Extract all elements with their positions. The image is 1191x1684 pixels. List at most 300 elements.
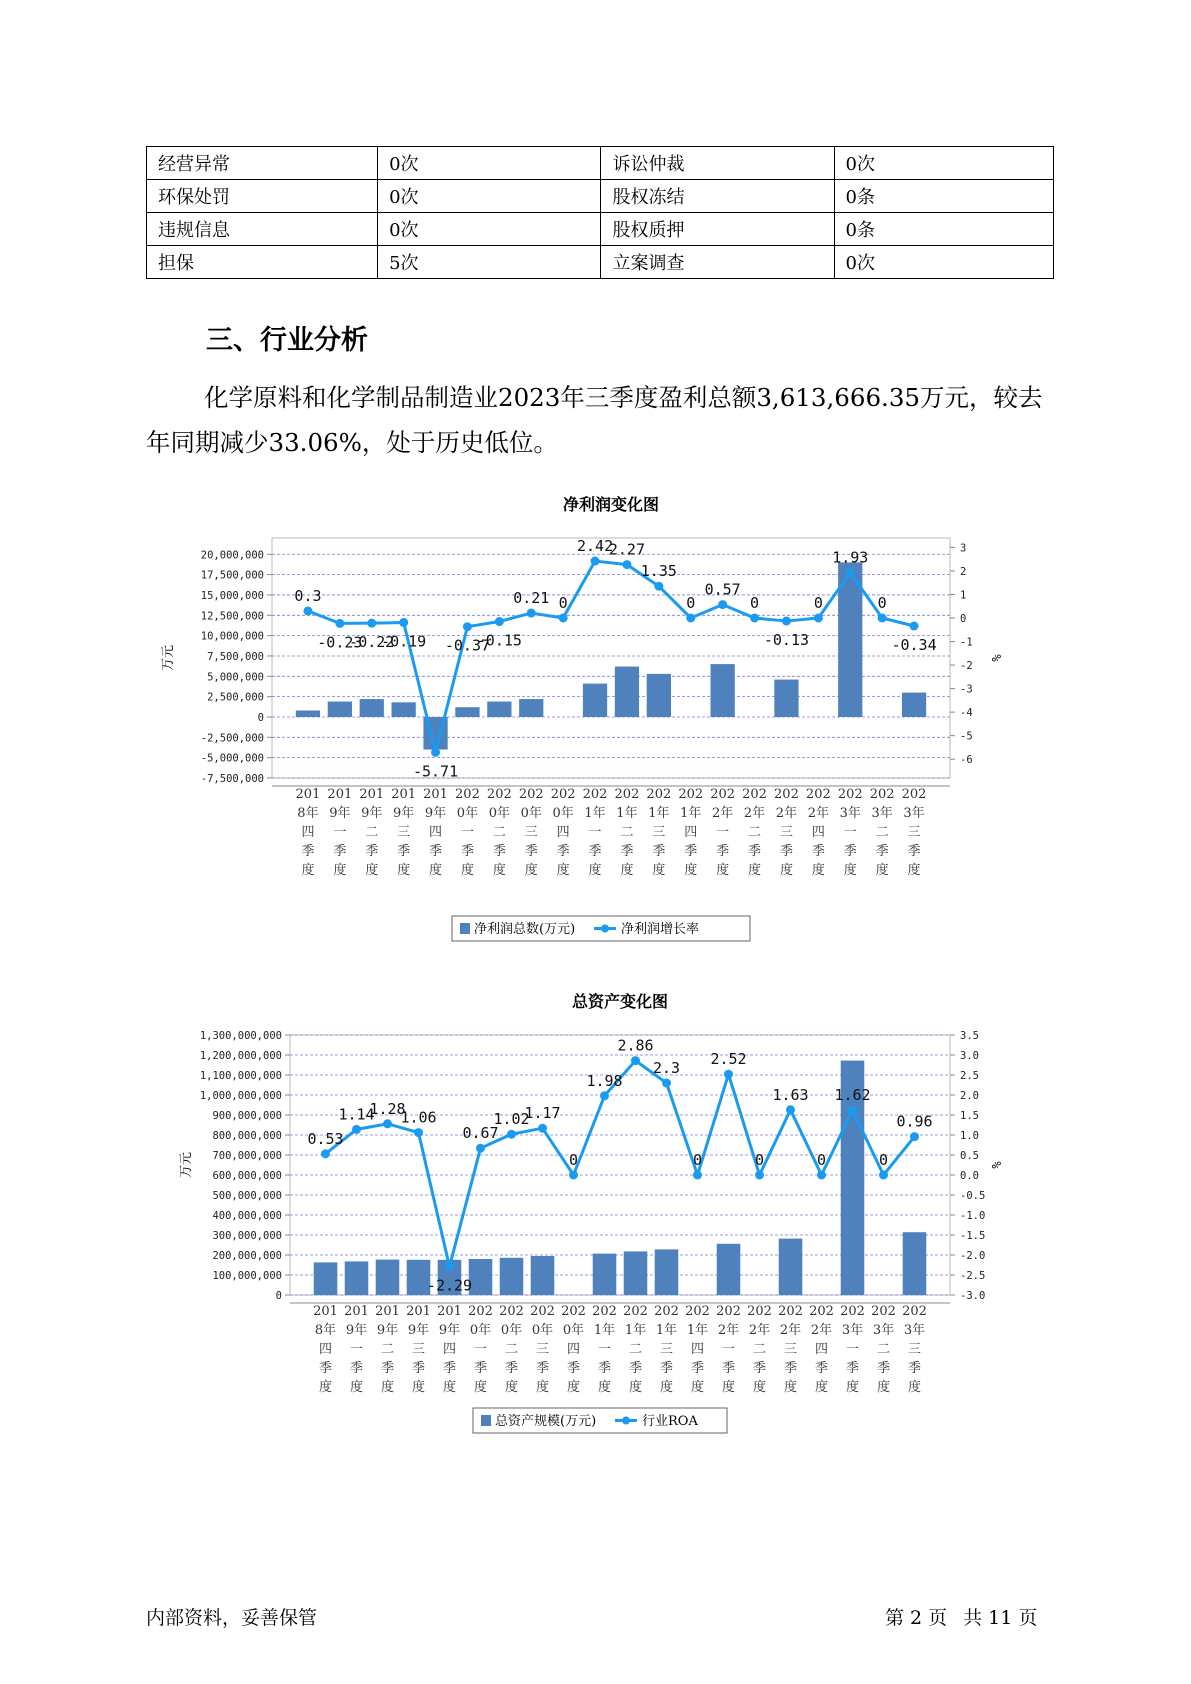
x-tick-label: 季 bbox=[845, 1361, 860, 1376]
x-tick-label: 三 bbox=[535, 1342, 550, 1357]
x-tick-label: 202 bbox=[778, 1304, 803, 1319]
page-number: 2 bbox=[910, 1607, 923, 1629]
left-axis-tick-label: 2,500,000 bbox=[207, 691, 264, 704]
line-point bbox=[569, 1171, 578, 1180]
table-cell-label: 立案调查 bbox=[601, 246, 834, 279]
table-cell-value: 0次 bbox=[378, 180, 601, 213]
x-tick-label: 季 bbox=[659, 1361, 674, 1376]
data-label: 2.42 bbox=[576, 537, 614, 556]
right-axis-tick-label: -1.0 bbox=[960, 1210, 986, 1222]
x-tick-label: 1年 bbox=[680, 806, 702, 821]
x-tick-label: 0年 bbox=[456, 806, 479, 821]
right-axis-tick-label: -4 bbox=[960, 707, 973, 720]
line-point bbox=[686, 614, 695, 623]
legend-line-marker bbox=[601, 925, 609, 933]
bar bbox=[519, 699, 543, 717]
x-tick-label: 季 bbox=[333, 844, 347, 859]
legend-line-marker bbox=[622, 1417, 630, 1425]
x-tick-label: 202 bbox=[685, 1304, 710, 1319]
line-point bbox=[879, 1171, 888, 1180]
x-tick-label: 季 bbox=[716, 844, 730, 859]
legend-bar-label: 净利润总数(万元) bbox=[474, 922, 576, 937]
line-point bbox=[786, 1105, 795, 1114]
left-axis-tick-label: 900,000,000 bbox=[212, 1110, 282, 1122]
table-cell-value: 0条 bbox=[834, 213, 1053, 246]
x-tick-label: 一 bbox=[349, 1342, 364, 1357]
x-tick-label: 季 bbox=[429, 844, 443, 859]
line-point bbox=[507, 1130, 516, 1139]
right-axis-tick-label: -5 bbox=[960, 730, 973, 743]
data-label: 0 bbox=[754, 1151, 765, 1169]
x-tick-label: 度 bbox=[721, 1380, 736, 1395]
x-tick-label: 季 bbox=[397, 844, 411, 859]
bar bbox=[583, 684, 607, 717]
line-point bbox=[559, 614, 568, 623]
x-tick-label: 度 bbox=[504, 1380, 519, 1395]
x-tick-label: 202 bbox=[774, 787, 799, 802]
data-label: 0 bbox=[816, 1151, 827, 1169]
table-cell-value: 5次 bbox=[378, 246, 601, 279]
x-tick-label: 季 bbox=[318, 1361, 333, 1376]
x-tick-label: 一 bbox=[460, 825, 474, 840]
x-tick-label: 0年 bbox=[531, 1323, 554, 1338]
x-tick-label: 度 bbox=[845, 1380, 860, 1395]
x-tick-label: 季 bbox=[411, 1361, 426, 1376]
x-tick-label: 度 bbox=[783, 1380, 798, 1395]
x-tick-label: 202 bbox=[468, 1304, 493, 1319]
line-point bbox=[755, 1171, 764, 1180]
x-tick-label: 2年 bbox=[743, 806, 766, 821]
x-tick-label: 度 bbox=[535, 1380, 550, 1395]
x-tick-label: 202 bbox=[518, 787, 544, 802]
data-label: 0.57 bbox=[704, 580, 741, 599]
x-tick-label: 3年 bbox=[903, 806, 925, 821]
x-tick-label: 四 bbox=[556, 825, 570, 840]
x-tick-label: 2年 bbox=[779, 1323, 802, 1338]
line-point bbox=[662, 1079, 671, 1088]
x-tick-label: 度 bbox=[588, 863, 602, 878]
x-tick-label: 一 bbox=[473, 1342, 488, 1357]
x-tick-label: 三 bbox=[652, 825, 666, 840]
x-tick-label: 0年 bbox=[500, 1323, 523, 1338]
x-tick-label: 二 bbox=[504, 1342, 519, 1357]
left-axis-tick-label: 100,000,000 bbox=[212, 1270, 282, 1282]
x-tick-label: 201 bbox=[406, 1304, 431, 1319]
x-tick-label: 四 bbox=[442, 1342, 457, 1357]
right-axis-tick-label: -6 bbox=[960, 754, 973, 767]
data-label: -0.23 bbox=[317, 633, 363, 652]
table-cell-value: 0条 bbox=[834, 180, 1053, 213]
x-tick-label: 三 bbox=[397, 825, 411, 840]
data-label: 0 bbox=[568, 1151, 579, 1169]
x-tick-label: 8年 bbox=[314, 1323, 337, 1338]
data-label: 2.86 bbox=[617, 1036, 654, 1055]
data-label: 0.96 bbox=[896, 1112, 933, 1131]
bar bbox=[469, 1259, 493, 1295]
x-tick-label: 季 bbox=[907, 844, 921, 859]
bar bbox=[902, 693, 926, 717]
data-label: -0.15 bbox=[476, 631, 522, 650]
x-tick-label: 季 bbox=[349, 1361, 364, 1376]
x-tick-label: 201 bbox=[375, 1304, 400, 1319]
right-axis-tick-label: 2.0 bbox=[960, 1090, 979, 1102]
x-tick-label: 度 bbox=[811, 863, 825, 878]
left-axis-tick-label: 1,300,000,000 bbox=[199, 1030, 282, 1042]
x-tick-label: 季 bbox=[752, 1361, 767, 1376]
data-label: 0 bbox=[686, 594, 696, 612]
x-tick-label: 季 bbox=[684, 844, 698, 859]
table-row bbox=[147, 180, 1054, 213]
x-tick-label: 0年 bbox=[520, 806, 542, 821]
right-axis-tick-label: -1.5 bbox=[960, 1230, 986, 1242]
line-point bbox=[414, 1128, 423, 1137]
line-point bbox=[527, 609, 536, 618]
left-axis-tick-label: 1,000,000,000 bbox=[199, 1090, 282, 1102]
x-tick-label: 季 bbox=[492, 844, 506, 859]
x-tick-label: 度 bbox=[429, 863, 443, 878]
x-tick-label: 度 bbox=[301, 863, 315, 878]
x-tick-label: 202 bbox=[646, 787, 672, 802]
x-tick-label: 度 bbox=[752, 1380, 767, 1395]
line-point bbox=[878, 614, 887, 623]
x-tick-label: 季 bbox=[628, 1361, 643, 1376]
x-tick-label: 202 bbox=[623, 1304, 648, 1319]
x-tick-label: 202 bbox=[678, 787, 704, 802]
legend-line-label: 行业ROA bbox=[642, 1414, 698, 1429]
x-tick-label: 一 bbox=[716, 825, 730, 840]
table-cell-label: 环保处罚 bbox=[147, 180, 378, 213]
data-label: -0.34 bbox=[891, 636, 937, 654]
data-label: -0.37 bbox=[444, 636, 491, 655]
left-axis-tick-label: 20,000,000 bbox=[200, 549, 264, 562]
x-tick-label: 度 bbox=[690, 1380, 705, 1395]
x-tick-label: 202 bbox=[550, 787, 576, 802]
left-axis-tick-label: 10,000,000 bbox=[200, 630, 264, 643]
line-point bbox=[600, 1091, 609, 1100]
x-tick-label: 度 bbox=[907, 863, 921, 878]
x-tick-label: 季 bbox=[779, 844, 793, 859]
x-tick-label: 度 bbox=[843, 863, 857, 878]
data-label: -0.13 bbox=[763, 631, 810, 650]
data-label: 1.93 bbox=[832, 548, 869, 567]
page-suffix: 页 bbox=[928, 1607, 948, 1629]
x-tick-label: 二 bbox=[380, 1342, 395, 1357]
x-tick-label: 2年 bbox=[807, 806, 829, 821]
left-axis-tick-label: 400,000,000 bbox=[212, 1210, 282, 1222]
x-tick-label: 度 bbox=[684, 863, 698, 878]
x-tick-label: 四 bbox=[814, 1342, 829, 1357]
data-label: 0.53 bbox=[307, 1129, 344, 1148]
data-label: 1.02 bbox=[493, 1110, 530, 1129]
data-label: 0 bbox=[877, 594, 887, 612]
line-point bbox=[431, 748, 440, 757]
bar bbox=[328, 702, 352, 717]
x-tick-label: 度 bbox=[907, 1380, 922, 1395]
x-tick-label: 9年 bbox=[438, 1323, 461, 1338]
line-point bbox=[538, 1124, 547, 1133]
x-tick-label: 202 bbox=[805, 787, 831, 802]
x-tick-label: 二 bbox=[628, 1342, 643, 1357]
x-tick-label: 季 bbox=[588, 844, 602, 859]
line-point bbox=[383, 1119, 392, 1128]
x-tick-label: 三 bbox=[659, 1342, 674, 1357]
x-tick-label: 度 bbox=[349, 1380, 364, 1395]
bar bbox=[487, 702, 511, 717]
left-axis-title: 万元 bbox=[161, 644, 176, 672]
x-tick-label: 202 bbox=[530, 1304, 555, 1319]
x-tick-label: 201 bbox=[295, 787, 321, 802]
x-tick-label: 201 bbox=[391, 787, 417, 802]
left-axis-tick-label: -7,500,000 bbox=[200, 773, 264, 785]
table-cell-value: 0次 bbox=[378, 147, 601, 180]
x-tick-label: 202 bbox=[582, 787, 608, 802]
x-tick-label: 季 bbox=[504, 1361, 519, 1376]
x-tick-label: 季 bbox=[843, 844, 857, 859]
x-tick-label: 度 bbox=[628, 1380, 643, 1395]
data-label: 0 bbox=[558, 594, 568, 612]
left-axis-tick-label: 7,500,000 bbox=[207, 650, 264, 663]
left-axis-tick-label: 5,000,000 bbox=[207, 671, 264, 684]
right-axis-tick-label: 2 bbox=[960, 565, 967, 578]
x-tick-label: 度 bbox=[442, 1380, 457, 1395]
table-cell-label: 担保 bbox=[147, 246, 378, 279]
footer-page-info bbox=[885, 1603, 1043, 1630]
right-axis-title: % bbox=[989, 654, 1003, 662]
line-point bbox=[463, 622, 472, 631]
x-tick-label: 季 bbox=[535, 1361, 550, 1376]
x-tick-label: 度 bbox=[779, 863, 793, 878]
x-tick-label: 201 bbox=[437, 1304, 462, 1319]
x-tick-label: 度 bbox=[652, 863, 666, 878]
data-label: 0 bbox=[750, 594, 760, 612]
data-label: -0.19 bbox=[381, 632, 427, 651]
line-point bbox=[399, 618, 408, 627]
legend-bar-swatch bbox=[481, 1415, 491, 1426]
data-label: -0.22 bbox=[349, 633, 395, 652]
x-tick-label: 季 bbox=[690, 1361, 705, 1376]
x-tick-label: 季 bbox=[365, 844, 379, 859]
x-tick-label: 季 bbox=[783, 1361, 798, 1376]
legend-bar-swatch bbox=[460, 923, 470, 934]
x-tick-label: 202 bbox=[614, 787, 640, 802]
x-tick-label: 一 bbox=[843, 825, 857, 840]
left-axis-tick-label: 15,000,000 bbox=[200, 589, 264, 602]
x-tick-label: 三 bbox=[907, 1342, 922, 1357]
line-point bbox=[910, 1132, 919, 1141]
bar bbox=[779, 1239, 803, 1295]
data-label: 0 bbox=[692, 1151, 703, 1169]
right-axis-tick-label: 1.0 bbox=[960, 1130, 979, 1142]
bar bbox=[615, 667, 639, 717]
data-label: -2.29 bbox=[426, 1276, 473, 1295]
x-tick-label: 0年 bbox=[552, 806, 574, 821]
x-tick-label: 季 bbox=[876, 1361, 891, 1376]
x-tick-label: 2年 bbox=[775, 806, 798, 821]
x-tick-label: 202 bbox=[561, 1304, 586, 1319]
x-tick-label: 度 bbox=[365, 863, 379, 878]
x-tick-label: 季 bbox=[460, 844, 474, 859]
risk-info-table bbox=[146, 146, 1054, 279]
x-tick-label: 1年 bbox=[655, 1323, 678, 1338]
left-axis-tick-label: 700,000,000 bbox=[212, 1150, 282, 1162]
data-label: 0.3 bbox=[294, 586, 322, 605]
x-tick-label: 季 bbox=[597, 1361, 612, 1376]
x-tick-label: 3年 bbox=[839, 806, 861, 821]
x-tick-label: 季 bbox=[748, 844, 762, 859]
left-axis-tick-label: 0 bbox=[275, 1290, 282, 1302]
line-series bbox=[326, 1061, 915, 1267]
x-tick-label: 202 bbox=[871, 1304, 896, 1319]
x-tick-label: 202 bbox=[742, 787, 767, 802]
x-tick-label: 三 bbox=[779, 825, 793, 840]
bar bbox=[314, 1262, 338, 1295]
x-tick-label: 202 bbox=[809, 1304, 834, 1319]
x-tick-label: 季 bbox=[566, 1361, 581, 1376]
x-tick-label: 四 bbox=[318, 1342, 333, 1357]
x-tick-label: 季 bbox=[556, 844, 570, 859]
x-tick-label: 3年 bbox=[871, 806, 893, 821]
left-axis-tick-label: -5,000,000 bbox=[200, 752, 264, 765]
left-axis-tick-label: 17,500,000 bbox=[200, 569, 264, 582]
data-label: 1.14 bbox=[338, 1105, 375, 1124]
left-axis-tick-label: 12,500,000 bbox=[200, 610, 264, 623]
line-point bbox=[814, 614, 823, 623]
x-tick-label: 9年 bbox=[393, 806, 415, 821]
x-tick-label: 3年 bbox=[872, 1323, 895, 1338]
x-tick-label: 度 bbox=[524, 863, 538, 878]
right-axis-tick-label: 2.5 bbox=[960, 1070, 979, 1082]
line-point bbox=[910, 622, 919, 631]
bar bbox=[360, 699, 384, 717]
table-cell-label: 违规信息 bbox=[147, 213, 378, 246]
bar bbox=[392, 702, 416, 717]
table-cell-label: 诉讼仲裁 bbox=[601, 147, 834, 180]
x-tick-label: 202 bbox=[747, 1304, 772, 1319]
x-tick-label: 202 bbox=[840, 1304, 865, 1319]
x-tick-label: 三 bbox=[524, 825, 538, 840]
x-tick-label: 度 bbox=[473, 1380, 488, 1395]
x-tick-label: 202 bbox=[902, 1304, 927, 1319]
x-tick-label: 9年 bbox=[376, 1323, 399, 1338]
left-axis-tick-label: 200,000,000 bbox=[212, 1250, 282, 1262]
x-tick-label: 9年 bbox=[329, 806, 351, 821]
x-tick-label: 四 bbox=[301, 825, 315, 840]
x-tick-label: 度 bbox=[318, 1380, 333, 1395]
x-tick-label: 二 bbox=[492, 825, 506, 840]
x-tick-label: 度 bbox=[876, 1380, 891, 1395]
x-tick-label: 度 bbox=[814, 1380, 829, 1395]
line-point bbox=[476, 1144, 485, 1153]
right-axis-tick-label: 0 bbox=[960, 613, 967, 625]
x-tick-label: 二 bbox=[620, 825, 634, 840]
line-point bbox=[693, 1171, 702, 1180]
bar bbox=[296, 710, 320, 717]
left-axis-tick-label: 300,000,000 bbox=[212, 1230, 282, 1242]
bar bbox=[455, 707, 479, 717]
data-label: 1.62 bbox=[834, 1086, 871, 1105]
left-axis-title: 万元 bbox=[179, 1151, 194, 1179]
x-tick-label: 202 bbox=[710, 787, 736, 802]
table-cell-value: 0次 bbox=[834, 147, 1053, 180]
x-tick-label: 2年 bbox=[748, 1323, 771, 1338]
bar bbox=[711, 664, 735, 717]
bar bbox=[774, 680, 798, 717]
right-axis-tick-label: -0.5 bbox=[960, 1190, 986, 1202]
x-tick-label: 度 bbox=[597, 1380, 612, 1395]
x-tick-label: 一 bbox=[333, 825, 347, 840]
x-tick-label: 二 bbox=[365, 825, 379, 840]
x-tick-label: 二 bbox=[752, 1342, 767, 1357]
x-tick-label: 季 bbox=[380, 1361, 395, 1376]
x-tick-label: 度 bbox=[875, 863, 889, 878]
x-tick-label: 四 bbox=[690, 1342, 705, 1357]
chart-title: 总资产变化图 bbox=[571, 992, 669, 1011]
x-tick-label: 二 bbox=[876, 1342, 891, 1357]
x-tick-label: 2年 bbox=[810, 1323, 833, 1338]
data-label: 0.67 bbox=[462, 1124, 499, 1143]
bar bbox=[717, 1244, 741, 1295]
x-tick-label: 9年 bbox=[424, 806, 447, 821]
table-cell-label: 经营异常 bbox=[147, 147, 378, 180]
x-tick-label: 201 bbox=[359, 787, 385, 802]
left-axis-tick-label: 1,100,000,000 bbox=[199, 1070, 282, 1082]
right-axis-tick-label: 3.0 bbox=[960, 1050, 979, 1062]
line-point bbox=[654, 582, 663, 591]
x-tick-label: 季 bbox=[721, 1361, 736, 1376]
x-tick-label: 202 bbox=[869, 787, 895, 802]
line-point bbox=[352, 1125, 361, 1134]
table-row bbox=[147, 213, 1054, 246]
analysis-text: 化学原料和化学制品制造业2023年三季度盈利总额3,613,666.35万元，较去年同期减少33.06%，处于历史低位。 bbox=[146, 383, 1043, 457]
line-point bbox=[782, 617, 791, 626]
x-tick-label: 3年 bbox=[903, 1323, 926, 1338]
bar bbox=[903, 1232, 927, 1295]
line-point bbox=[303, 606, 312, 615]
left-axis-tick-label: 500,000,000 bbox=[212, 1190, 282, 1202]
line-point bbox=[718, 600, 727, 609]
x-tick-label: 四 bbox=[811, 825, 825, 840]
line-point bbox=[622, 560, 631, 569]
data-label: 1.06 bbox=[400, 1108, 437, 1127]
x-tick-label: 202 bbox=[486, 787, 512, 802]
table-cell-label: 股权冻结 bbox=[601, 180, 834, 213]
analysis-paragraph bbox=[146, 375, 1061, 465]
footer-confidential-note: 内部资料，妥善保管 bbox=[146, 1607, 318, 1629]
bar bbox=[593, 1254, 617, 1295]
x-tick-label: 202 bbox=[837, 787, 863, 802]
table-row bbox=[147, 246, 1054, 279]
x-tick-label: 度 bbox=[556, 863, 570, 878]
left-axis-tick-label: 1,200,000,000 bbox=[199, 1050, 282, 1062]
x-tick-label: 三 bbox=[907, 825, 921, 840]
data-label: 0.21 bbox=[513, 589, 550, 608]
x-tick-label: 季 bbox=[473, 1361, 488, 1376]
right-axis-tick-label: -3 bbox=[960, 683, 973, 696]
x-tick-label: 8年 bbox=[297, 806, 319, 821]
x-tick-label: 201 bbox=[344, 1304, 369, 1319]
x-tick-label: 季 bbox=[907, 1361, 922, 1376]
chart-title: 净利润变化图 bbox=[562, 495, 660, 514]
x-tick-label: 202 bbox=[716, 1304, 741, 1319]
x-tick-label: 1年 bbox=[616, 806, 638, 821]
line-point bbox=[591, 557, 600, 566]
bar bbox=[624, 1251, 648, 1295]
total-prefix: 共 bbox=[963, 1607, 983, 1629]
data-label: 2.27 bbox=[608, 540, 646, 559]
x-tick-label: 度 bbox=[411, 1380, 426, 1395]
x-tick-label: 度 bbox=[333, 863, 347, 878]
x-tick-label: 四 bbox=[566, 1342, 581, 1357]
